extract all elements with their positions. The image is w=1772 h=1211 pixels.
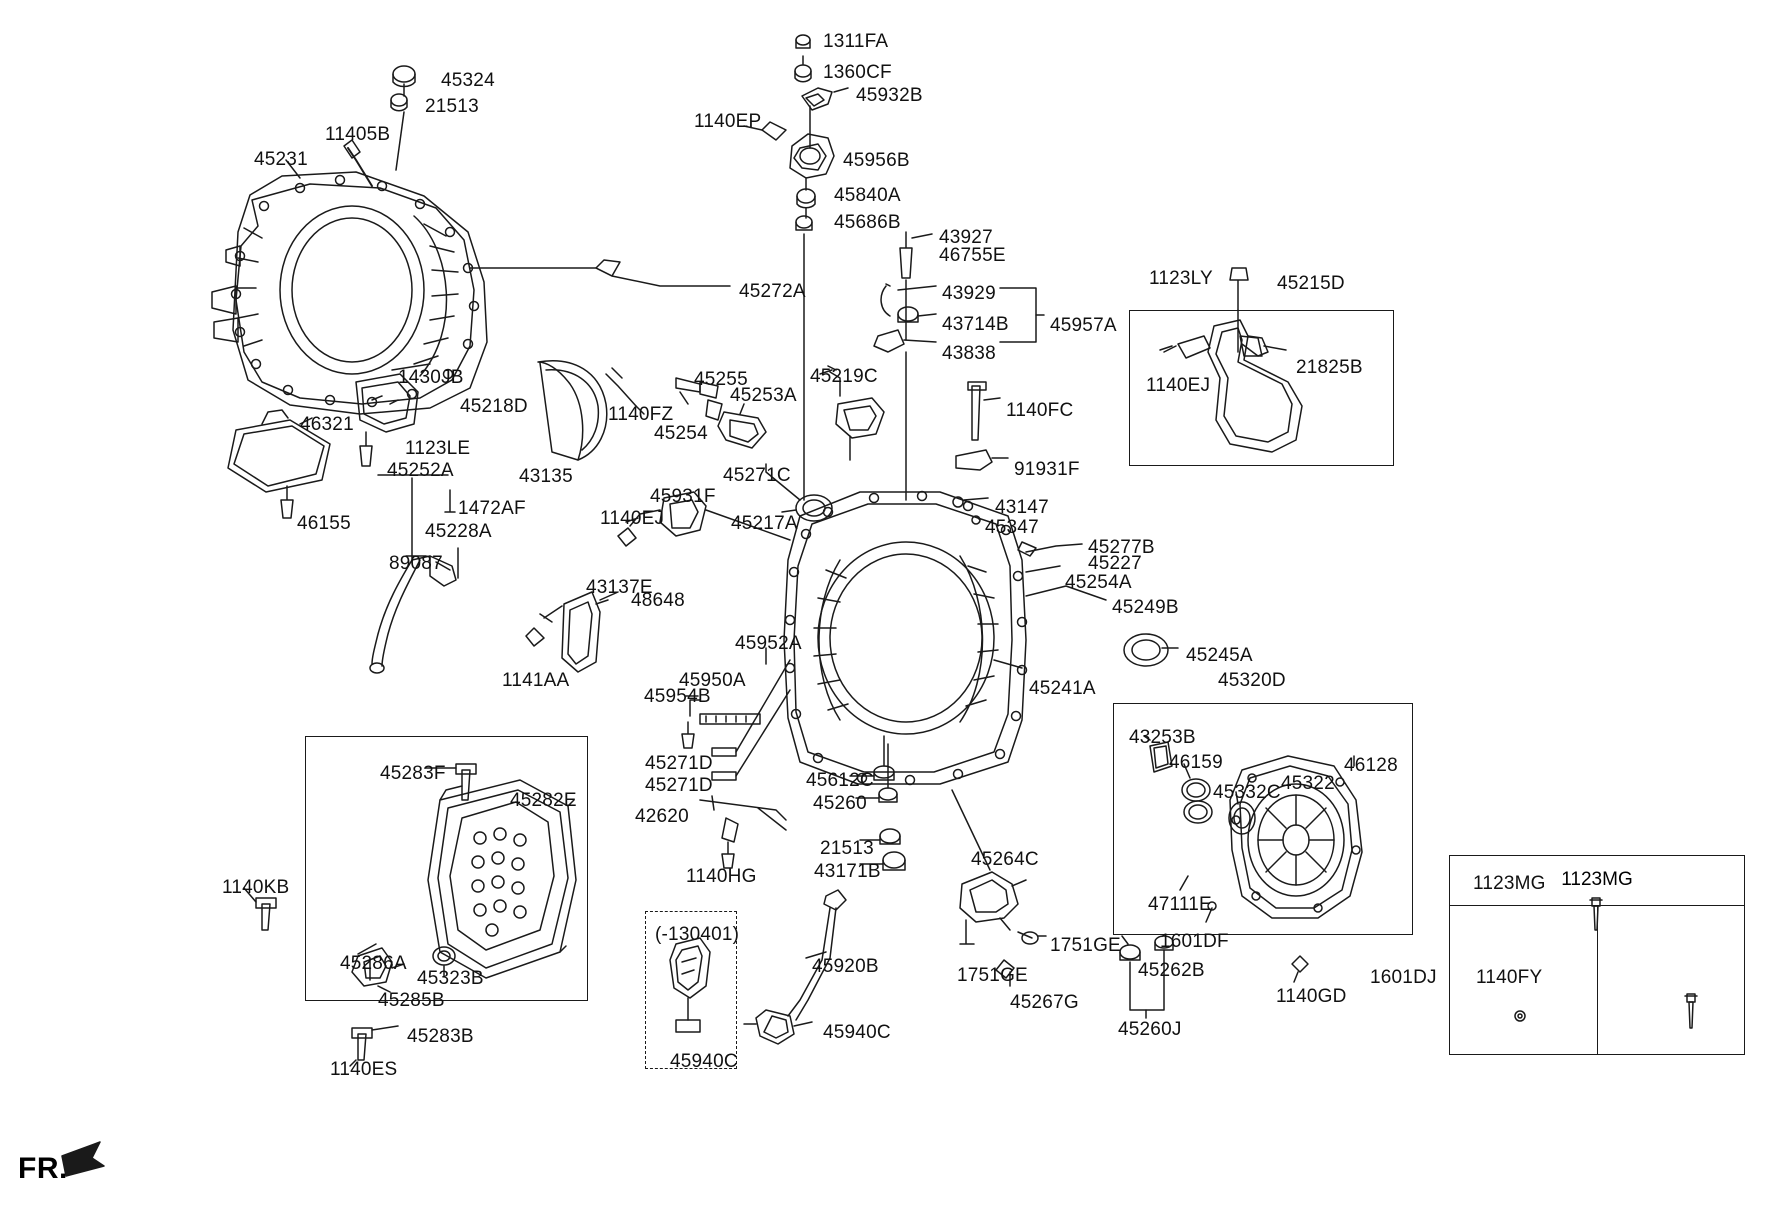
part-number-label: 45283B [407,1026,474,1047]
part-number-label: 1140FZ [608,404,674,425]
part-number-label: 1430JB [398,367,464,388]
part-number-label: 45932B [856,85,923,106]
part-number-label: 1140ES [330,1059,398,1080]
part-number-label: 47111E [1148,894,1212,915]
part-number-label: 1751GE [1050,935,1121,956]
part-number-label: 43137E [586,577,653,598]
part-number-label: 1140EP [694,111,762,132]
part-number-label: 45324 [441,70,495,91]
part-number-label: 45286A [340,953,407,974]
part-number-label: 1123MG [1473,873,1546,894]
part-number-label: 45215D [1277,273,1345,294]
part-number-label: 46321 [300,414,354,435]
part-number-label: 45954B [644,686,711,707]
part-number-label: 1360CF [823,62,892,83]
part-number-label: 46755E [939,245,1006,266]
part-number-label: 46128 [1344,755,1398,776]
part-number-label: 45245A [1186,645,1253,666]
part-number-label: 45271C [723,465,791,486]
part-number-label: 45254A [1065,572,1132,593]
part-number-label: 46159 [1169,752,1223,773]
part-number-label: 1123LE [405,438,471,459]
part-number-label: 45950A [679,670,746,691]
part-number-label: 1472AF [458,498,526,519]
front-direction-marker: FR. [18,1152,68,1185]
part-number-label: 45262B [1138,960,1205,981]
part-number-label: 45249B [1112,597,1179,618]
part-number-label: 45931F [650,486,716,507]
part-number-label: 45840A [834,185,901,206]
part-number-label: 45260 [813,793,867,814]
part-number-label: 45260J [1118,1019,1182,1040]
part-number-label: 43838 [942,343,996,364]
part-number-label: 45686B [834,212,901,233]
part-number-label: 21825B [1296,357,1363,378]
part-number-label: 1123LY [1149,268,1213,289]
part-number-label: 45940C [670,1051,738,1072]
part-number-label: 45323B [417,968,484,989]
part-number-label: 1311FA [823,31,889,52]
part-number-label: 45267G [1010,992,1079,1013]
part-number-label: 42620 [635,806,689,827]
part-number-label: 1140HG [686,866,757,887]
part-number-label: 43147 [995,497,1049,518]
part-number-label: 45920B [812,956,879,977]
part-number-label: 45282E [510,790,577,811]
part-number-label: 45956B [843,150,910,171]
part-number-label: 1140GD [1276,986,1347,1007]
part-number-label: 45254 [654,423,708,444]
part-number-label: 45952A [735,633,802,654]
legend-cell-bolt-right [1598,906,1745,1055]
part-number-label: 91931F [1014,459,1080,480]
part-number-label: 1140KB [222,877,290,898]
part-number-label: 45219C [810,366,878,387]
part-number-label: 1140EJ [1146,375,1211,396]
part-number-label: 45252A [387,460,454,481]
part-number-label: 45231 [254,149,308,170]
part-number-label: 21513 [820,838,874,859]
part-number-label: 46155 [297,513,351,534]
part-number-label: 45272A [739,281,806,302]
part-number-label: 45612C [806,770,874,791]
part-number-label: 1140FC [1006,400,1074,421]
part-number-label: 1140FY [1476,967,1543,988]
part-number-label: 1751GE [957,965,1028,986]
part-number-label: 45271D [645,775,713,796]
part-number-label: 45264C [971,849,1039,870]
part-number-label: 45277B [1088,537,1155,558]
part-number-label: 45217A [731,513,798,534]
part-number-label: 89087 [389,553,443,574]
part-number-label: 45940C [823,1022,891,1043]
part-number-label: 43929 [942,283,996,304]
part-number-label: 43253B [1129,727,1196,748]
part-number-label: 43135 [519,466,573,487]
part-number-label: 45253A [730,385,797,406]
legend-label-1123mg: 1123MG [1561,869,1633,891]
part-number-label: 43171B [814,861,881,882]
part-number-label: 45285B [378,990,445,1011]
part-number-label: (-130401) [655,924,740,945]
part-number-label: 43927 [939,227,993,248]
part-number-label: 1140EJ [600,508,665,529]
part-number-label: 1141AA [502,670,570,691]
part-number-label: 45283F [380,763,446,784]
part-number-label: 45271D [645,753,713,774]
part-number-label: 45218D [460,396,528,417]
part-number-label: 45957A [1050,315,1117,336]
part-number-label: 45228A [425,521,492,542]
part-number-label: 1601DJ [1370,967,1437,988]
part-number-label: 45227 [1088,553,1142,574]
part-number-label: 45332C [1213,782,1281,803]
part-number-label: 48648 [631,590,685,611]
part-number-label: 45320D [1218,670,1286,691]
part-number-label: 45347 [985,517,1039,538]
part-number-label: 1601DF [1160,931,1229,952]
part-number-label: 45241A [1029,678,1096,699]
part-number-label: 45255 [694,369,748,390]
part-number-label: 43714B [942,314,1009,335]
part-number-label: 21513 [425,96,479,117]
part-number-label: 11405B [325,124,391,145]
part-number-label: 45322 [1281,773,1335,794]
